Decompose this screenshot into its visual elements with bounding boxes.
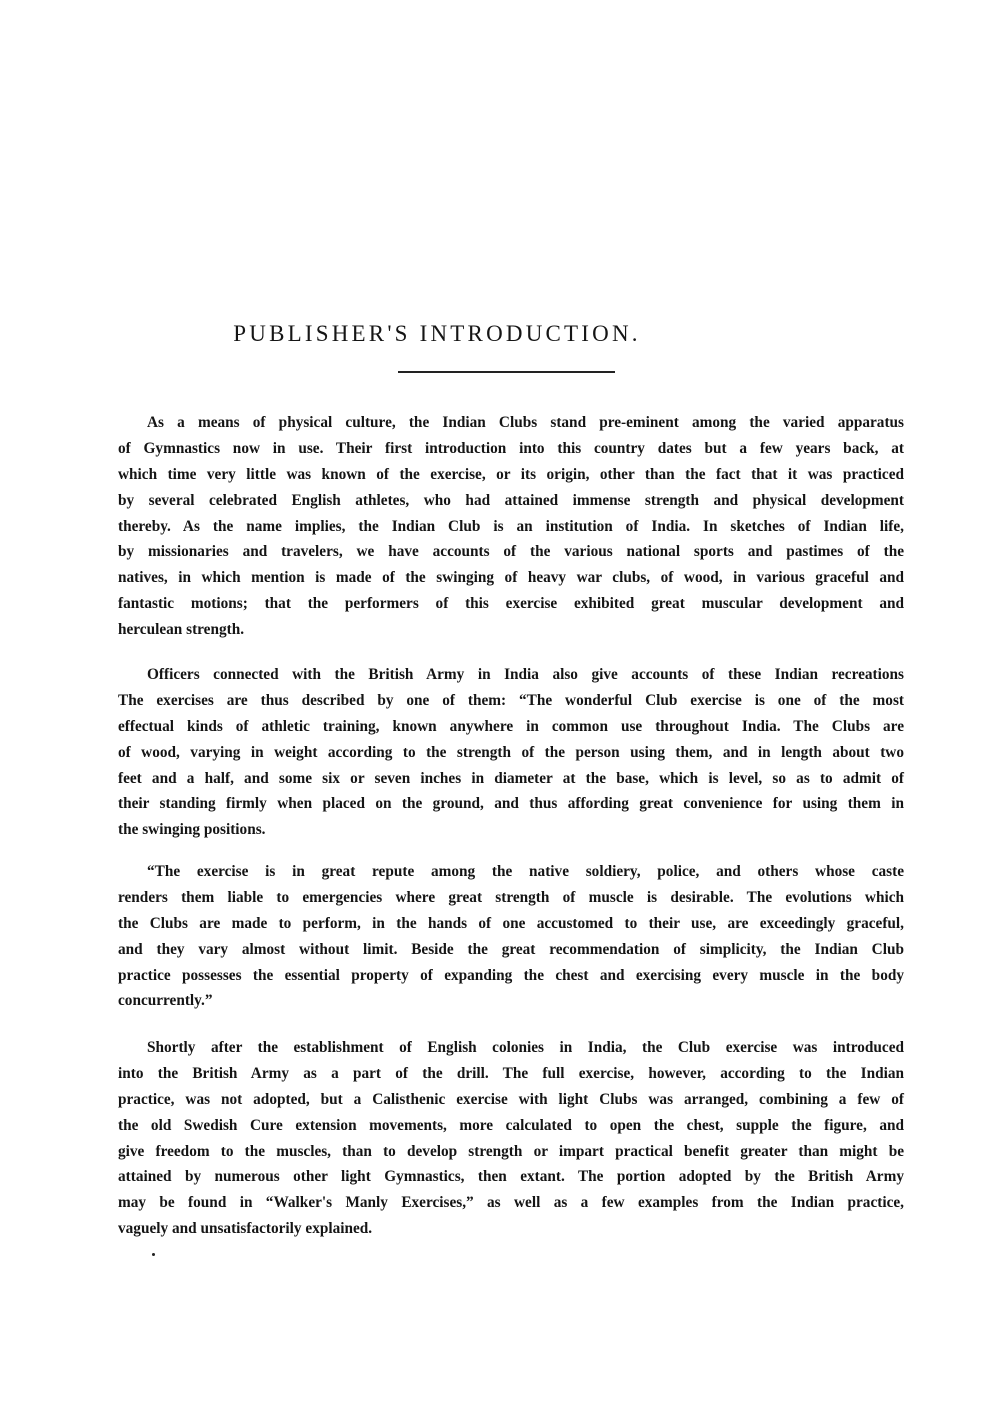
text-line: their standing firmly when placed on the ground, and thus affording great convenience for using them in xyxy=(118,795,904,813)
text-line: natives, in which mention is made of the swinging of heavy war clubs, of wood, in various graceful and xyxy=(118,569,904,587)
text-line: “The exercise is in great repute among the native soldiery, police, and others whose caste xyxy=(147,863,904,880)
text-line: Officers connected with the British Army in India also give accounts of these Indian recreations xyxy=(147,666,904,683)
page-title: PUBLISHER'S INTRODUCTION. xyxy=(233,321,641,347)
text-line: of Gymnastics now in use. Their first introduction into this country dates but a few years back, at xyxy=(118,439,904,457)
text-line: feet and a half, and some six or seven inches in diameter at the base, which is level, so as to admit of xyxy=(118,769,904,787)
text-line: give freedom to the muscles, than to develop strength or impart practical benefit greater than might be xyxy=(118,1142,904,1160)
text-line: As a means of physical culture, the Indian Clubs stand pre-eminent among the varied apparatus xyxy=(147,414,904,431)
title-divider xyxy=(398,371,615,373)
text-line: into the British Army as a part of the drill. The full exercise, however, according to the Indian xyxy=(118,1064,904,1082)
text-line: by several celebrated English athletes, who had attained immense strength and physical development xyxy=(118,491,904,509)
text-line: concurrently.” xyxy=(118,992,213,1010)
paragraph-3 xyxy=(118,859,904,1014)
text-line: which time very little was known of the exercise, or its origin, other than the fact that it was practiced xyxy=(118,465,904,483)
text-line: practice, was not adopted, but a Calisthenic exercise with light Clubs was arranged, combining a few of xyxy=(118,1090,904,1108)
text-line: the old Swedish Cure extension movements, more calculated to open the chest, supple the figure, and xyxy=(118,1116,904,1134)
text-line: vaguely and unsatisfactorily explained. xyxy=(118,1220,373,1238)
paragraph-4 xyxy=(118,1035,904,1242)
text-line: and they vary almost without limit. Beside the great recommendation of simplicity, the Indian Club xyxy=(118,940,904,958)
paragraph-2 xyxy=(118,662,904,843)
text-line: thereby. As the name implies, the Indian Club is an institution of India. In sketches of Indian life, xyxy=(118,517,904,535)
text-line: practice possesses the essential property of expanding the chest and exercising every muscle in the body xyxy=(118,966,904,984)
text-line: effectual kinds of athletic training, known anywhere in common use throughout India. The Clubs are xyxy=(118,717,904,735)
text-line: the Clubs are made to perform, in the hands of one accustomed to their use, are exceedingly graceful, xyxy=(118,914,904,932)
text-line: of wood, varying in weight according to the strength of the person using them, and in length about two xyxy=(118,743,904,761)
text-line: the swinging positions. xyxy=(118,821,266,839)
text-line: renders them liable to emergencies where great strength of muscle is desirable. The evolutions which xyxy=(118,888,904,906)
text-line: attained by numerous other light Gymnastics, then extant. The portion adopted by the British Army xyxy=(118,1168,904,1186)
text-line: The exercises are thus described by one of them: “The wonderful Club exercise is one of the most xyxy=(118,691,904,709)
text-line: herculean strength. xyxy=(118,621,245,639)
text-line: may be found in “Walker's Manly Exercises,” as well as a few examples from the Indian practice, xyxy=(118,1194,904,1212)
text-line: by missionaries and travelers, we have accounts of the various national sports and pastimes of the xyxy=(118,543,904,561)
text-line: fantastic motions; that the performers of this exercise exhibited great muscular development and xyxy=(118,595,904,613)
paragraph-1 xyxy=(118,410,904,643)
text-line: Shortly after the establishment of English colonies in India, the Club exercise was introduced xyxy=(147,1039,904,1056)
ink-speck xyxy=(152,1253,155,1256)
